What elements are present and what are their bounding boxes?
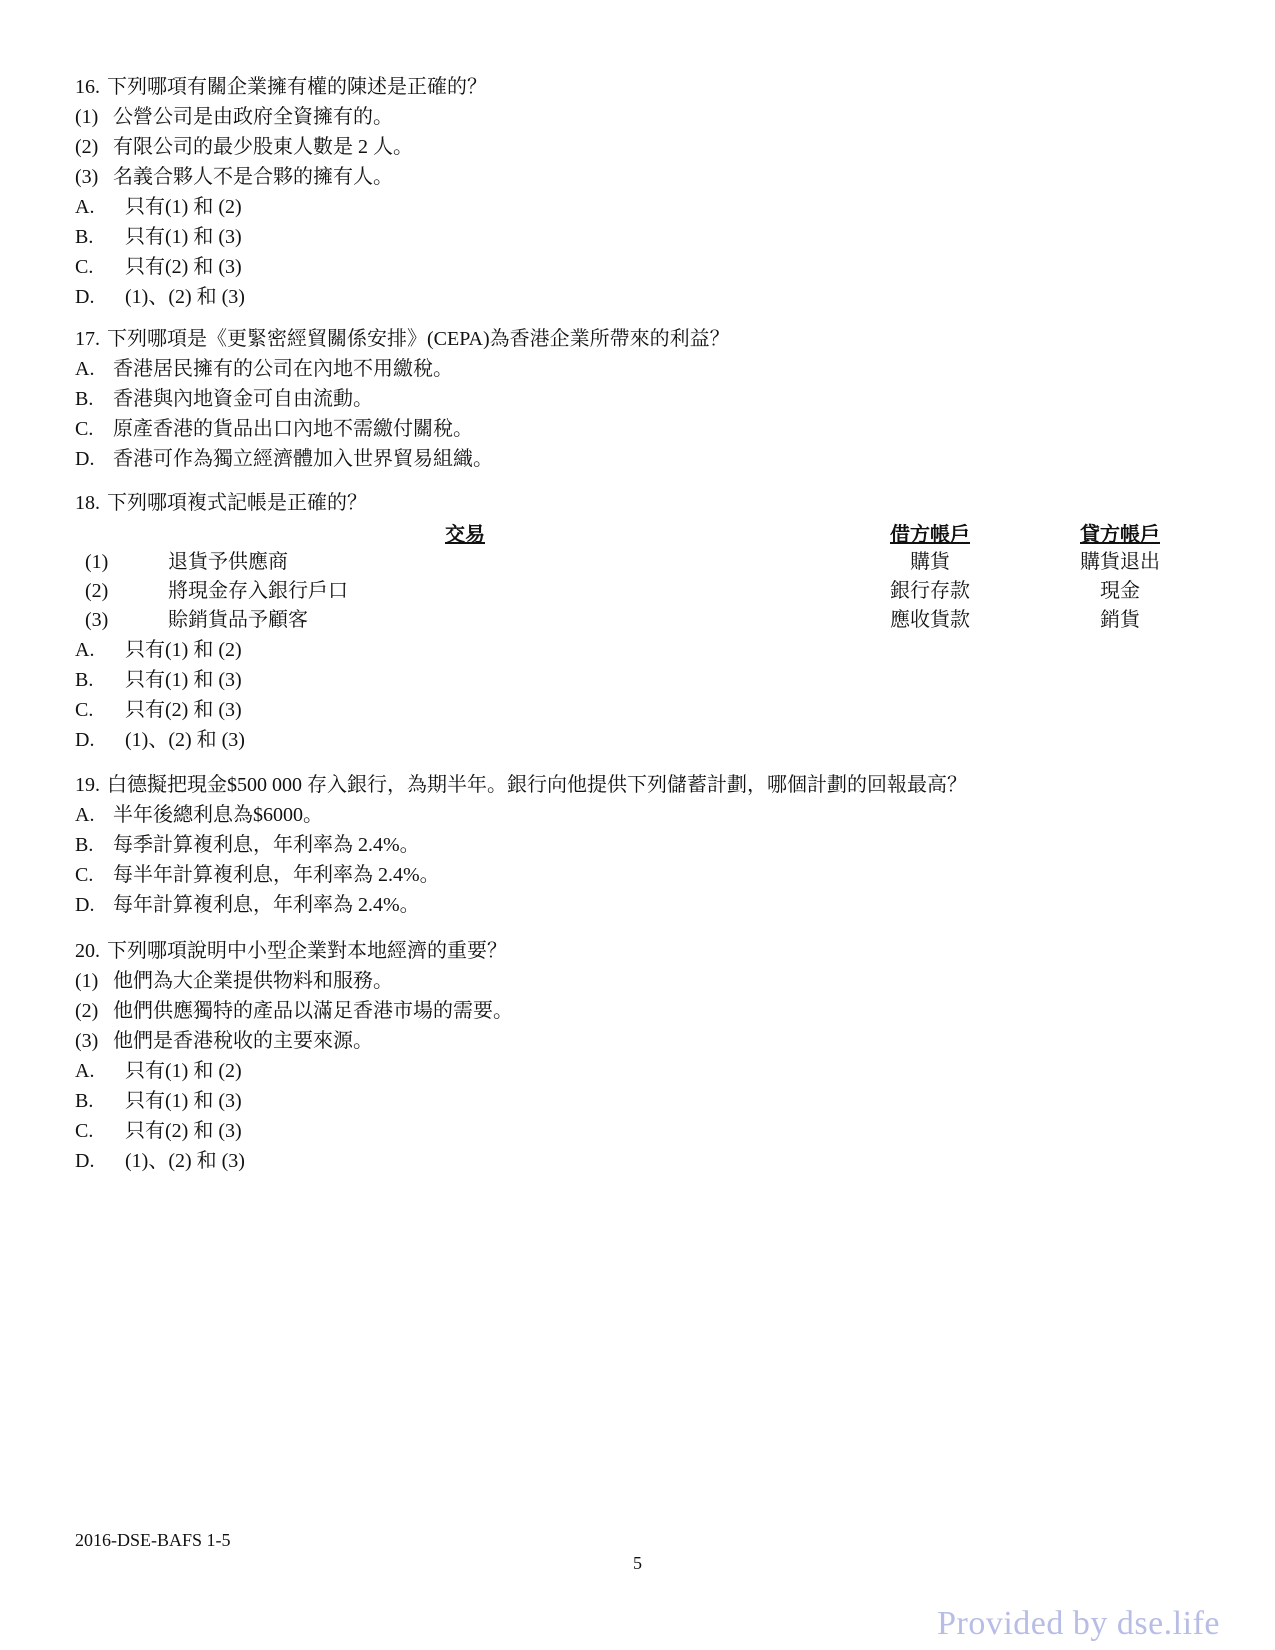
header-debit-account: 借方帳戶 [890, 524, 970, 546]
answer-option-d[interactable]: D. (1)、(2) 和 (3) [75, 729, 245, 751]
statement-item: (3) 名義合夥人不是合夥的擁有人。 [75, 166, 393, 188]
row-transaction: 將現金存入銀行戶口 [168, 580, 348, 602]
row-credit: 銷貨 [1100, 609, 1140, 631]
row-label: (2) [85, 580, 109, 602]
row-credit: 購貨退出 [1080, 551, 1160, 573]
answer-option-b[interactable]: B. 香港與內地資金可自由流動。 [75, 388, 373, 410]
answer-option-b[interactable]: B. 每季計算複利息，年利率為 2.4%。 [75, 834, 420, 856]
table-row [75, 548, 1195, 577]
question-20 [75, 936, 1195, 1176]
answer-option-b[interactable]: B. 只有(1) 和 (3) [75, 669, 242, 691]
answer-option-a[interactable]: A. 只有(1) 和 (2) [75, 1060, 242, 1082]
question-stem: 18. 下列哪項複式記帳是正確的？ [75, 492, 367, 514]
question-18 [75, 488, 1195, 755]
answer-option-a[interactable]: A. 只有(1) 和 (2) [75, 196, 242, 218]
row-debit: 應收貨款 [890, 609, 970, 631]
answer-option-d[interactable]: D. 香港可作為獨立經濟體加入世界貿易組織。 [75, 448, 493, 470]
answer-option-d[interactable]: D. 每年計算複利息，年利率為 2.4%。 [75, 894, 420, 916]
answer-option-c[interactable]: C. 每半年計算複利息，年利率為 2.4%。 [75, 864, 440, 886]
statement-item: (1) 他們為大企業提供物料和服務。 [75, 970, 393, 992]
answer-option-b[interactable]: B. 只有(1) 和 (3) [75, 226, 242, 248]
answer-option-a[interactable]: A. 只有(1) 和 (2) [75, 639, 242, 661]
row-label: (3) [85, 609, 109, 631]
row-debit: 購貨 [910, 551, 950, 573]
header-transaction: 交易 [445, 524, 485, 546]
page-number: 5 [633, 1553, 642, 1573]
answer-option-a[interactable]: A. 香港居民擁有的公司在內地不用繳稅。 [75, 358, 453, 380]
question-19 [75, 770, 1195, 920]
question-17 [75, 324, 1195, 474]
watermark: Provided by dse.life [937, 1605, 1220, 1642]
row-debit: 銀行存款 [890, 580, 970, 602]
answer-option-c[interactable]: C. 只有(2) 和 (3) [75, 699, 242, 721]
statement-item: (3) 他們是香港稅收的主要來源。 [75, 1030, 373, 1052]
row-transaction: 退貨予供應商 [168, 551, 288, 573]
question-stem: 17. 下列哪項是《更緊密經貿關係安排》(CEPA)為香港企業所帶來的利益？ [75, 328, 730, 350]
question-16 [75, 72, 1195, 312]
journal-table-header [75, 518, 1195, 548]
statement-item: (2) 有限公司的最少股東人數是 2 人。 [75, 136, 413, 158]
statement-item: (2) 他們供應獨特的產品以滿足香港市場的需要。 [75, 1000, 513, 1022]
question-stem: 19. 白德擬把現金$500 000 存入銀行，為期半年。銀行向他提供下列儲蓄計劃，哪個計劃的回報最高？ [75, 774, 967, 796]
header-credit-account: 貸方帳戶 [1080, 524, 1160, 546]
answer-option-a[interactable]: A. 半年後總利息為$6000。 [75, 804, 323, 826]
row-transaction: 賒銷貨品予顧客 [168, 609, 308, 631]
statement-item: (1) 公營公司是由政府全資擁有的。 [75, 106, 393, 128]
row-label: (1) [85, 551, 109, 573]
row-credit: 現金 [1100, 580, 1140, 602]
answer-option-d[interactable]: D. (1)、(2) 和 (3) [75, 1150, 245, 1172]
question-stem: 16. 下列哪項有關企業擁有權的陳述是正確的？ [75, 76, 487, 98]
answer-option-d[interactable]: D. (1)、(2) 和 (3) [75, 286, 245, 308]
table-row [75, 577, 1195, 606]
answer-option-c[interactable]: C. 只有(2) 和 (3) [75, 256, 242, 278]
paper-code: 2016-DSE-BAFS 1-5 [75, 1530, 231, 1550]
answer-option-c[interactable]: C. 只有(2) 和 (3) [75, 1120, 242, 1142]
answer-option-b[interactable]: B. 只有(1) 和 (3) [75, 1090, 242, 1112]
question-stem: 20. 下列哪項說明中小型企業對本地經濟的重要？ [75, 940, 507, 962]
answer-option-c[interactable]: C. 原產香港的貨品出口內地不需繳付關稅。 [75, 418, 473, 440]
table-row [75, 606, 1195, 635]
